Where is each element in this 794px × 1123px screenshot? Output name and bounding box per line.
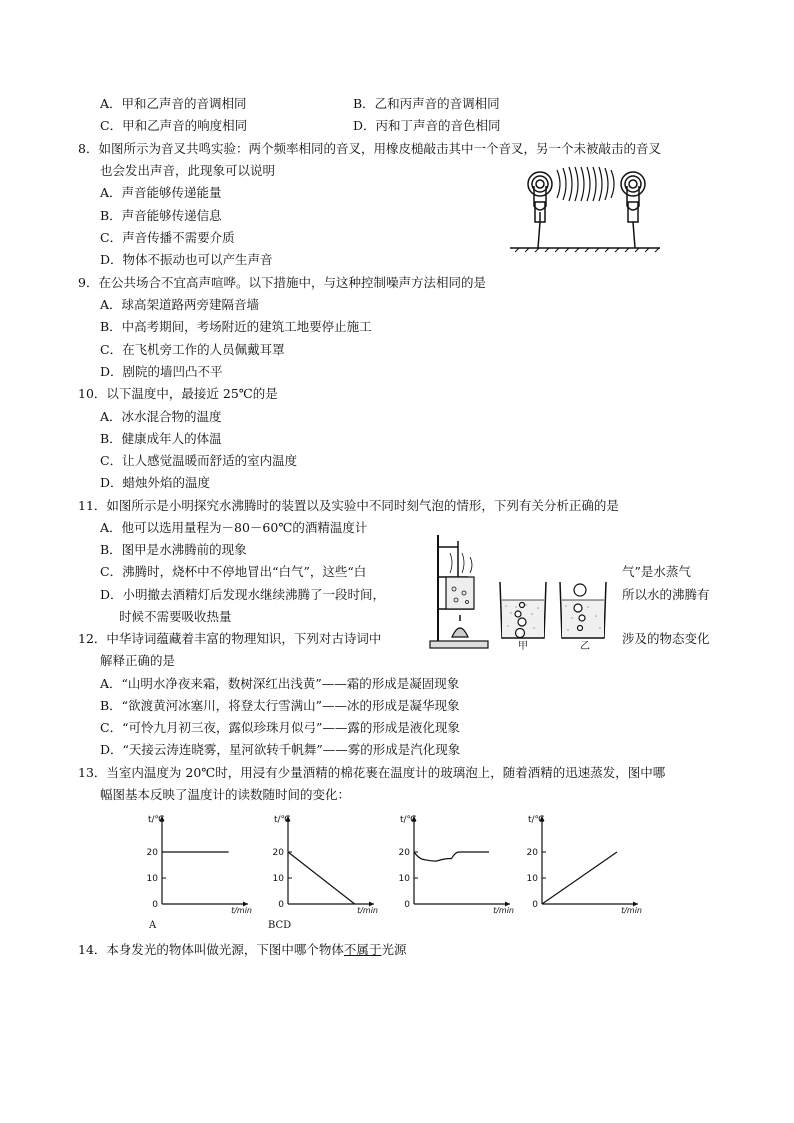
q12-option-c: C．“可怜九月初三夜，露似珍珠月似弓”——露的形成是液化现象 [100,720,460,735]
chart-c-svg [392,810,522,918]
q9-option-d: D．剧院的墙凹凸不平 [100,364,223,379]
y-tick-label: 20 [526,848,538,858]
q10-option-c: C．让人感觉温暖而舒适的室内温度 [100,453,298,468]
q11-option-d-part2: 所以水的沸腾有 [622,587,710,602]
x-axis-label: t/min [231,906,252,915]
chart-d-svg [520,810,650,918]
q10-option-a: A．冰水混合物的温度 [100,409,222,424]
chart-a [140,810,260,918]
y-axis-label: t/℃ [148,815,165,825]
q14-stem-post: 光源 [381,942,407,957]
y-axis-label: t/℃ [400,815,417,825]
y-tick-label: 10 [146,874,158,884]
chart-caption-bcd: BCD [268,920,292,931]
y-axis-label: t/℃ [528,815,545,825]
series-line [288,852,355,904]
q14-stem-pre: 14．本身发光的物体叫做光源，下图中哪个物体 [78,942,344,957]
chart-b-svg [266,810,386,918]
q12-stem-part1: 12．中华诗词蕴藏着丰富的物理知识，下列对古诗词中 [78,631,382,646]
beaker-label-yi: 乙 [580,641,590,652]
chart-d [520,810,650,918]
q8-stem-line2: 也会发出声音，此现象可以说明 [100,163,276,178]
chart-caption-a: A [149,920,157,931]
q8-option-c: C．声音传播不需要介质 [100,230,235,245]
q7-option-a: A．甲和乙声音的音调相同 [100,96,247,111]
q11-option-d-part3: 时候不需要吸收热量 [119,609,232,624]
q9-option-a: A．球高架道路两旁建隔音墙 [100,297,260,312]
q9-stem: 9．在公共场合不宜高声喧哗。以下措施中，与这种控制噪声方法相同的是 [78,275,486,290]
q13-stem-line2: 幅图基本反映了温度计的读数随时间的变化： [100,787,351,802]
q8-option-d: D．物体不振动也可以产生声音 [100,252,273,267]
q11-option-b: B．图甲是水沸腾前的现象 [100,542,247,557]
boiling-apparatus-figure [424,533,492,650]
q11-option-c-part2: 气”是水蒸气 [622,564,691,579]
q11-option-d-part1: D．小明撤去酒精灯后发现水继续沸腾了一段时间， [100,587,386,602]
x-axis-label: t/min [357,906,378,915]
q7-option-d: D．丙和丁声音的音色相同 [353,118,501,133]
q11-stem: 11．如图所示是小明探究水沸腾时的装置以及实验中不同时刻气泡的情形，下列有关分析正确的是 [78,498,619,513]
beakers-jia-yi-figure [496,578,618,642]
beaker-label-jia: 甲 [518,641,528,652]
q10-option-b: B．健康成年人的体温 [100,431,222,446]
chart-a-svg [140,810,260,918]
x-axis-label: t/min [621,906,642,915]
y-tick-label: 0 [532,900,538,910]
q11-option-a: A．他可以选用量程为－80－60℃的酒精温度计 [100,520,368,535]
x-axis-label: t/min [493,906,514,915]
y-tick-label: 10 [272,874,284,884]
q13-stem-line1: 13．当室内温度为 20℃时，用浸有少量酒精的棉花裹在温度计的玻璃泡上，随着酒精的迅速蒸发，图中哪 [78,765,666,780]
q7-option-b: B．乙和丙声音的音调相同 [353,96,500,111]
y-tick-label: 0 [278,900,284,910]
series-line [414,852,489,861]
series-line [542,852,617,904]
y-tick-label: 0 [404,900,410,910]
q10-option-d: D．蜡烛外焰的温度 [100,475,211,490]
q11-option-c-part1: C．沸腾时，烧杯中不停地冒出“白气”，这些“白 [100,564,367,579]
q14-stem-underlined: 不属于 [343,942,382,957]
y-tick-label: 10 [526,874,538,884]
q8-option-a: A．声音能够传递能量 [100,185,222,200]
q12-option-b: B．“欲渡黄河冰塞川，将登太行雪满山”——冰的形成是凝华现象 [100,698,460,713]
y-tick-label: 20 [146,848,158,858]
q7-option-c: C．甲和乙声音的响度相同 [100,118,248,133]
q9-option-b: B．中高考期间，考场附近的建筑工地要停止施工 [100,319,372,334]
q12-stem-part3: 解释正确的是 [100,653,176,668]
chart-c [392,810,522,918]
q8-option-b: B．声音能够传递信息 [100,208,222,223]
chart-b [266,810,386,918]
q12-option-d: D．“天接云涛连晓雾，星河欲转千帆舞”——雾的形成是汽化现象 [100,742,461,757]
y-tick-label: 0 [152,900,158,910]
tuning-fork-figure [505,162,665,254]
y-tick-label: 20 [272,848,284,858]
q10-stem: 10．以下温度中，最接近 25℃的是 [78,386,278,401]
y-tick-label: 20 [398,848,410,858]
q9-option-c: C．在飞机旁工作的人员佩戴耳罩 [100,342,285,357]
y-axis-label: t/℃ [274,815,291,825]
y-tick-label: 10 [398,874,410,884]
q14-stem [78,942,406,958]
q12-stem-part2: 涉及的物态变化 [622,631,710,646]
q12-option-a: A．“山明水净夜来霜，数树深红出浅黄”——霜的形成是凝固现象 [100,676,460,691]
q8-stem-line1: 8．如图所示为音叉共鸣实验：两个频率相同的音叉，用橡皮槌敲击其中一个音叉，另一个未被敲击的音叉 [78,141,661,156]
